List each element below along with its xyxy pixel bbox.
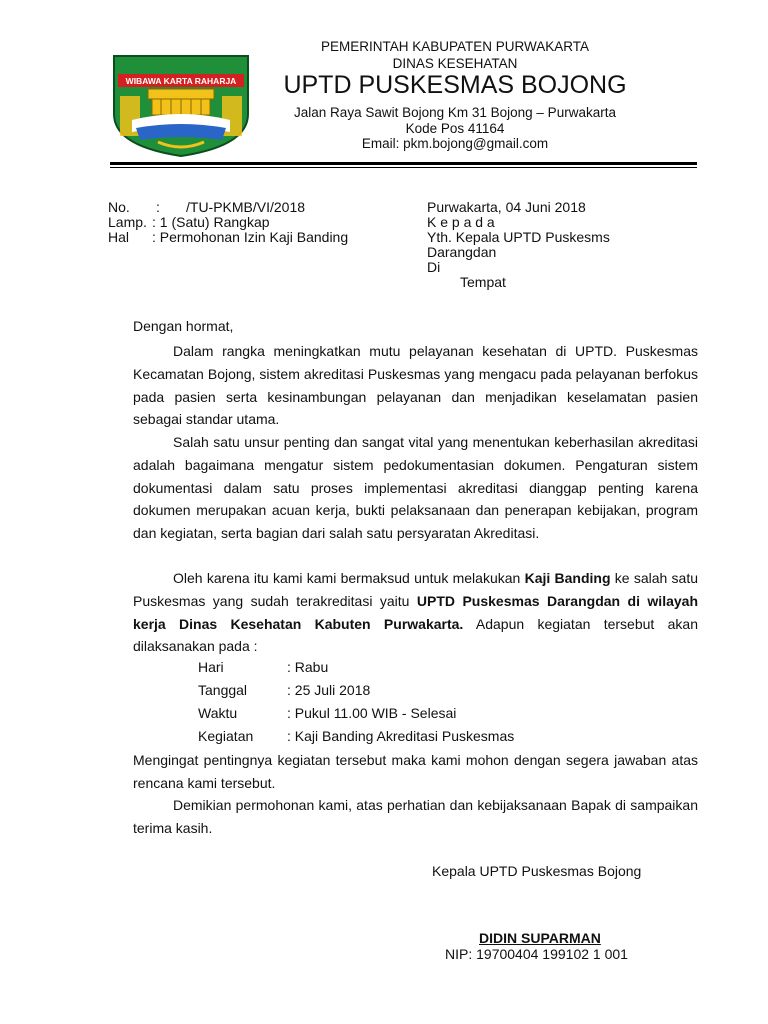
letter-number-value: /TU-PKMB/VI/2018 <box>186 199 306 215</box>
recipient-title: Yth. Kepala UPTD Puskesms <box>427 229 610 245</box>
place-date: Purwakarta, 04 Juni 2018 <box>427 199 586 215</box>
letter-number-sep: : <box>156 199 160 215</box>
schedule-day-value: : Rabu <box>287 659 329 675</box>
org-postal: Kode Pos 41164 <box>405 121 505 136</box>
recipient-name: Darangdan <box>427 244 497 260</box>
signatory-nip: NIP: 19700404 199102 1 001 <box>445 946 628 962</box>
subject-label: Hal <box>108 229 130 245</box>
paragraph-4-text: Mengingat pentingnya kegiatan tersebut maka kami mohon dengan segera jawaban atas rencana kami tersebut. <box>133 752 698 791</box>
paragraph-4 <box>133 749 698 795</box>
schedule-day-label: Hari <box>198 659 224 675</box>
schedule-time-value: : Pukul 11.00 WIB - Selesai <box>287 705 457 721</box>
header-rule-thick <box>110 162 697 165</box>
schedule-date-label: Tanggal <box>198 682 248 698</box>
p3-part-e: Adapun kegiatan tersebut akan dilaksanakan pada : <box>133 615 698 655</box>
paragraph-5 <box>133 794 698 840</box>
p3-part-a: Oleh karena itu kami kami bermaksud untuk melakukan <box>173 570 525 586</box>
org-address: Jalan Raya Sawit Bojong Km 31 Bojong – Purwakarta <box>294 105 616 120</box>
attachment-value: : 1 (Satu) Rangkap <box>152 214 270 230</box>
dept-name: DINAS KESEHATAN <box>392 56 518 71</box>
signature-title: Kepala UPTD Puskesmas Bojong <box>432 863 642 879</box>
paragraph-2 <box>133 431 698 545</box>
letter-number-label: No. <box>108 199 130 215</box>
kepada-label: K e p a d a <box>427 214 495 230</box>
subject-value: : Permohonan Izin Kaji Banding <box>152 229 349 245</box>
p3-kaji-banding: Kaji Banding <box>524 570 611 586</box>
paragraph-1 <box>133 340 698 431</box>
attachment-label: Lamp. <box>108 214 147 230</box>
schedule-date-value: : 25 Juli 2018 <box>287 682 371 698</box>
district-emblem-logo <box>106 48 256 160</box>
greeting: Dengan hormat, <box>133 318 234 334</box>
schedule-activity-label: Kegiatan <box>198 728 254 744</box>
recipient-place: Tempat <box>460 274 506 290</box>
org-email: Email: pkm.bojong@gmail.com <box>361 136 549 151</box>
gov-name: PEMERINTAH KABUPATEN PURWAKARTA <box>320 39 590 54</box>
signatory-name: DIDIN SUPARMAN <box>479 930 601 946</box>
paragraph-1-text: Dalam rangka meningkatkan mutu pelayanan kesehatan di UPTD. Puskesmas Kecamatan Bojong, sistem akreditasi Puskesmas yang mengacu pada pelayanan berfokus pada pasien serta kesinambungan pelayanan dan menjadikan keselamatan pasien sebagai standar utama. <box>133 343 698 428</box>
header-rule-thin <box>110 167 697 168</box>
p3-target-puskesmas: UPTD Puskesmas Darangdan di wilayah kerja Dinas Kesehatan Kabuten Purwakarta. <box>133 592 698 632</box>
paragraph-5-text: Demikian permohonan kami, atas perhatian dan kebijaksanaan Bapak di sampaikan terima kasih. <box>133 797 698 836</box>
p3-part-c: ke salah satu Puskesmas yang sudah terakreditasi yaitu <box>133 570 699 609</box>
logo-motto: WIBAWA KARTA RAHARJA <box>125 76 237 86</box>
paragraph-3 <box>133 567 698 658</box>
schedule-time-label: Waktu <box>198 705 238 721</box>
recipient-di: Di <box>427 259 441 275</box>
paragraph-2-text: Salah satu unsur penting dan sangat vital yang menentukan keberhasilan akreditasi adalah bagaimana mengatur sistem pedokumentasian dokumen. Pengaturan sistem dokumentasi dalam satu proses implementasi akreditasi dianggap penting karena dokumen merupakan acuan kerja, bukti pelaksanaan dan penerapan kebijakan, program dan kegiatan, serta bagian dari salah satu persyaratan Akreditasi. <box>133 434 698 542</box>
org-title: UPTD PUSKESMAS BOJONG <box>283 71 627 99</box>
schedule-activity-value: : Kaji Banding Akreditasi Puskesmas <box>287 728 515 744</box>
